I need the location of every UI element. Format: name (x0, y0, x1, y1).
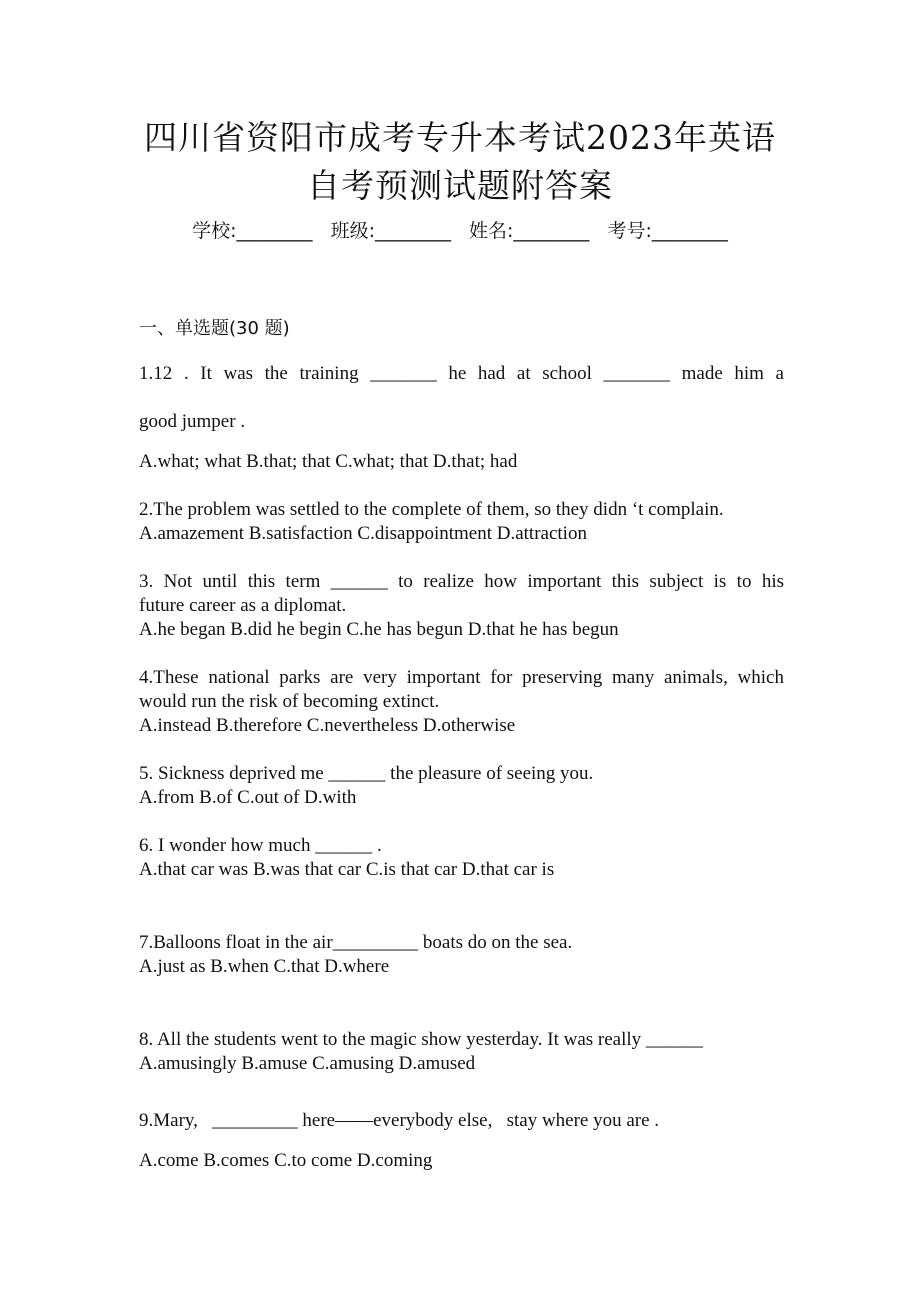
exam-title-line-2: 自考预测试题附答案 (307, 166, 613, 205)
school-field: 学校:________ (192, 220, 313, 242)
question-9-options: A.come B.comes C.to come D.coming (139, 1150, 433, 1171)
question-3-stem-line-1: 3. Not until this term ______ to realize how important this subject is to his (139, 571, 784, 592)
question-9-stem: 9.Mary, _________ here——everybody else, stay where you are . (139, 1110, 660, 1131)
question-3-stem-line-2: future career as a diplomat. (139, 595, 347, 616)
question-6-stem: 6. I wonder how much ______ . (139, 835, 382, 856)
question-3-options: A.he began B.did he begin C.he has begun D.that he has begun (139, 619, 619, 640)
question-7-options: A.just as B.when C.that D.where (139, 956, 390, 977)
question-7-stem: 7.Balloons float in the air_________ boats do on the sea. (139, 932, 573, 953)
class-field: 班级:________ (330, 220, 451, 242)
question-5-options: A.from B.of C.out of D.with (139, 787, 357, 808)
question-1-stem-line-2: good jumper . (139, 411, 246, 432)
question-1-options: A.what; what B.that; that C.what; that D.that; had (139, 451, 518, 472)
question-1-stem-line-1: 1.12 . It was the training _______ he had at school _______ made him a (139, 363, 784, 384)
question-4-stem-line-1: 4.These national parks are very important for preserving many animals, which (139, 667, 784, 688)
question-8-stem: 8. All the students went to the magic show yesterday. It was really ______ (139, 1029, 703, 1050)
question-8-options: A.amusingly B.amuse C.amusing D.amused (139, 1053, 476, 1074)
section-heading: 一、单选题(30 题) (139, 318, 290, 339)
question-4-options: A.instead B.therefore C.nevertheless D.otherwise (139, 715, 516, 736)
student-info-row (0, 216, 920, 243)
name-field: 姓名:________ (469, 220, 590, 242)
question-5-stem: 5. Sickness deprived me ______ the pleasure of seeing you. (139, 763, 594, 784)
question-2-options: A.amazement B.satisfaction C.disappointment D.attraction (139, 523, 587, 544)
exam-title-line-1: 四川省资阳市成考专升本考试2023年英语 (144, 118, 776, 157)
question-2-stem: 2.The problem was settled to the complete of them, so they didn ‘t complain. (139, 499, 724, 520)
question-6-options: A.that car was B.was that car C.is that car D.that car is (139, 859, 555, 880)
question-4-stem-line-2: would run the risk of becoming extinct. (139, 691, 440, 712)
exam-number-field: 考号:________ (607, 220, 728, 242)
